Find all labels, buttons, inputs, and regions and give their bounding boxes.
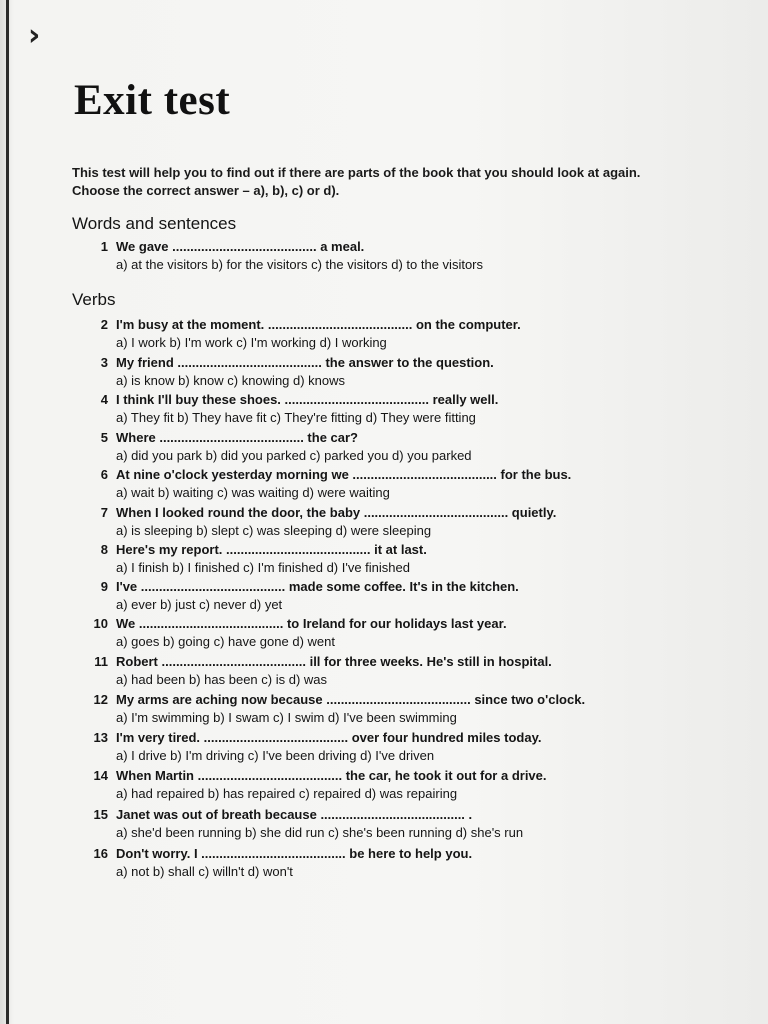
question-number: 5 <box>100 430 108 445</box>
question-7 <box>72 504 712 540</box>
question-options: a) ever b) just c) never d) yet <box>116 597 283 612</box>
question-stem: My arms are aching now because ........................................ since two o'clock. <box>116 692 586 707</box>
question-stem: We gave ........................................ a meal. <box>116 239 365 254</box>
question-options: a) I'm swimming b) I swam c) I swim d) I've been swimming <box>116 710 457 725</box>
question-options: a) I work b) I'm work c) I'm working d) I working <box>116 335 387 350</box>
question-number: 1 <box>100 239 108 254</box>
question-options: a) she'd been running b) she did run c) she's been running d) she's run <box>116 825 524 840</box>
question-14 <box>72 767 712 803</box>
question-number: 6 <box>100 467 108 482</box>
question-number: 13 <box>93 730 108 745</box>
question-options: a) did you park b) did you parked c) parked you d) you parked <box>116 448 472 463</box>
question-number: 9 <box>100 579 108 594</box>
section-heading-words-and-sentences: Words and sentences <box>72 214 237 233</box>
question-10 <box>72 615 712 651</box>
question-stem: When Martin ........................................ the car, he took it out for a drive. <box>116 768 547 783</box>
question-stem: Where ........................................ the car? <box>116 430 358 445</box>
question-9 <box>72 578 712 614</box>
question-6 <box>72 466 712 502</box>
question-options: a) is know b) know c) knowing d) knows <box>116 373 346 388</box>
question-number: 11 <box>94 654 108 669</box>
question-stem: I think I'll buy these shoes. ........................................ really well. <box>116 392 499 407</box>
section-heading-verbs: Verbs <box>72 290 116 309</box>
question-number: 3 <box>100 355 108 370</box>
question-16 <box>72 845 712 881</box>
question-options: a) at the visitors b) for the visitors c) the visitors d) to the visitors <box>116 257 484 272</box>
intro-line-1: This test will help you to find out if there are parts of the book that you should look at again. <box>72 165 641 180</box>
question-stem: We ........................................ to Ireland for our holidays last year. <box>116 616 507 631</box>
question-13 <box>72 729 712 765</box>
question-11 <box>72 653 712 689</box>
question-5 <box>72 429 712 465</box>
binding-edge <box>6 0 9 1024</box>
question-3 <box>72 354 712 390</box>
question-options: a) wait b) waiting c) was waiting d) were waiting <box>116 485 390 500</box>
intro-line-2: Choose the correct answer – a), b), c) or d). <box>72 183 340 198</box>
question-stem: When I looked round the door, the baby ........................................ quietly. <box>116 505 557 520</box>
question-options: a) I finish b) I finished c) I'm finished d) I've finished <box>116 560 410 575</box>
page-title: Exit test <box>74 77 231 124</box>
question-stem: At nine o'clock yesterday morning we ........................................ for the bus. <box>116 467 572 482</box>
question-number: 12 <box>93 692 108 707</box>
question-number: 10 <box>93 616 108 631</box>
question-stem: My friend ........................................ the answer to the question. <box>116 355 494 370</box>
question-4 <box>72 391 712 427</box>
question-stem: Janet was out of breath because ........................................ . <box>116 807 473 822</box>
question-number: 2 <box>100 317 108 332</box>
question-options: a) had repaired b) has repaired c) repaired d) was repairing <box>116 786 458 801</box>
question-stem: Here's my report. ........................................ it at last. <box>116 542 427 557</box>
question-number: 16 <box>93 846 108 861</box>
question-number: 15 <box>93 807 108 822</box>
question-options: a) They fit b) They have fit c) They're fitting d) They were fitting <box>116 410 476 425</box>
question-stem: Robert ........................................ ill for three weeks. He's still in hospital. <box>116 654 552 669</box>
question-1 <box>72 238 712 274</box>
question-stem: I'm busy at the moment. ........................................ on the computer. <box>116 317 521 332</box>
question-number: 7 <box>100 505 108 520</box>
question-options: a) I drive b) I'm driving c) I've been driving d) I've driven <box>116 748 435 763</box>
question-number: 4 <box>100 392 108 407</box>
question-number: 8 <box>100 542 108 557</box>
question-options: a) is sleeping b) slept c) was sleeping d) were sleeping <box>116 523 432 538</box>
question-15 <box>72 806 712 842</box>
question-12 <box>72 691 712 727</box>
question-options: a) goes b) going c) have gone d) went <box>116 634 335 649</box>
intro-text <box>72 164 712 200</box>
question-stem: I'm very tired. ........................................ over four hundred miles today. <box>116 730 542 745</box>
question-2 <box>72 316 712 352</box>
question-stem: Don't worry. I ........................................ be here to help you. <box>116 846 473 861</box>
margin-mark: › <box>28 18 41 53</box>
question-number: 14 <box>93 768 108 783</box>
question-options: a) not b) shall c) willn't d) won't <box>116 864 293 879</box>
question-options: a) had been b) has been c) is d) was <box>116 672 328 687</box>
question-stem: I've ........................................ made some coffee. It's in the kitchen. <box>116 579 519 594</box>
question-8 <box>72 541 712 577</box>
